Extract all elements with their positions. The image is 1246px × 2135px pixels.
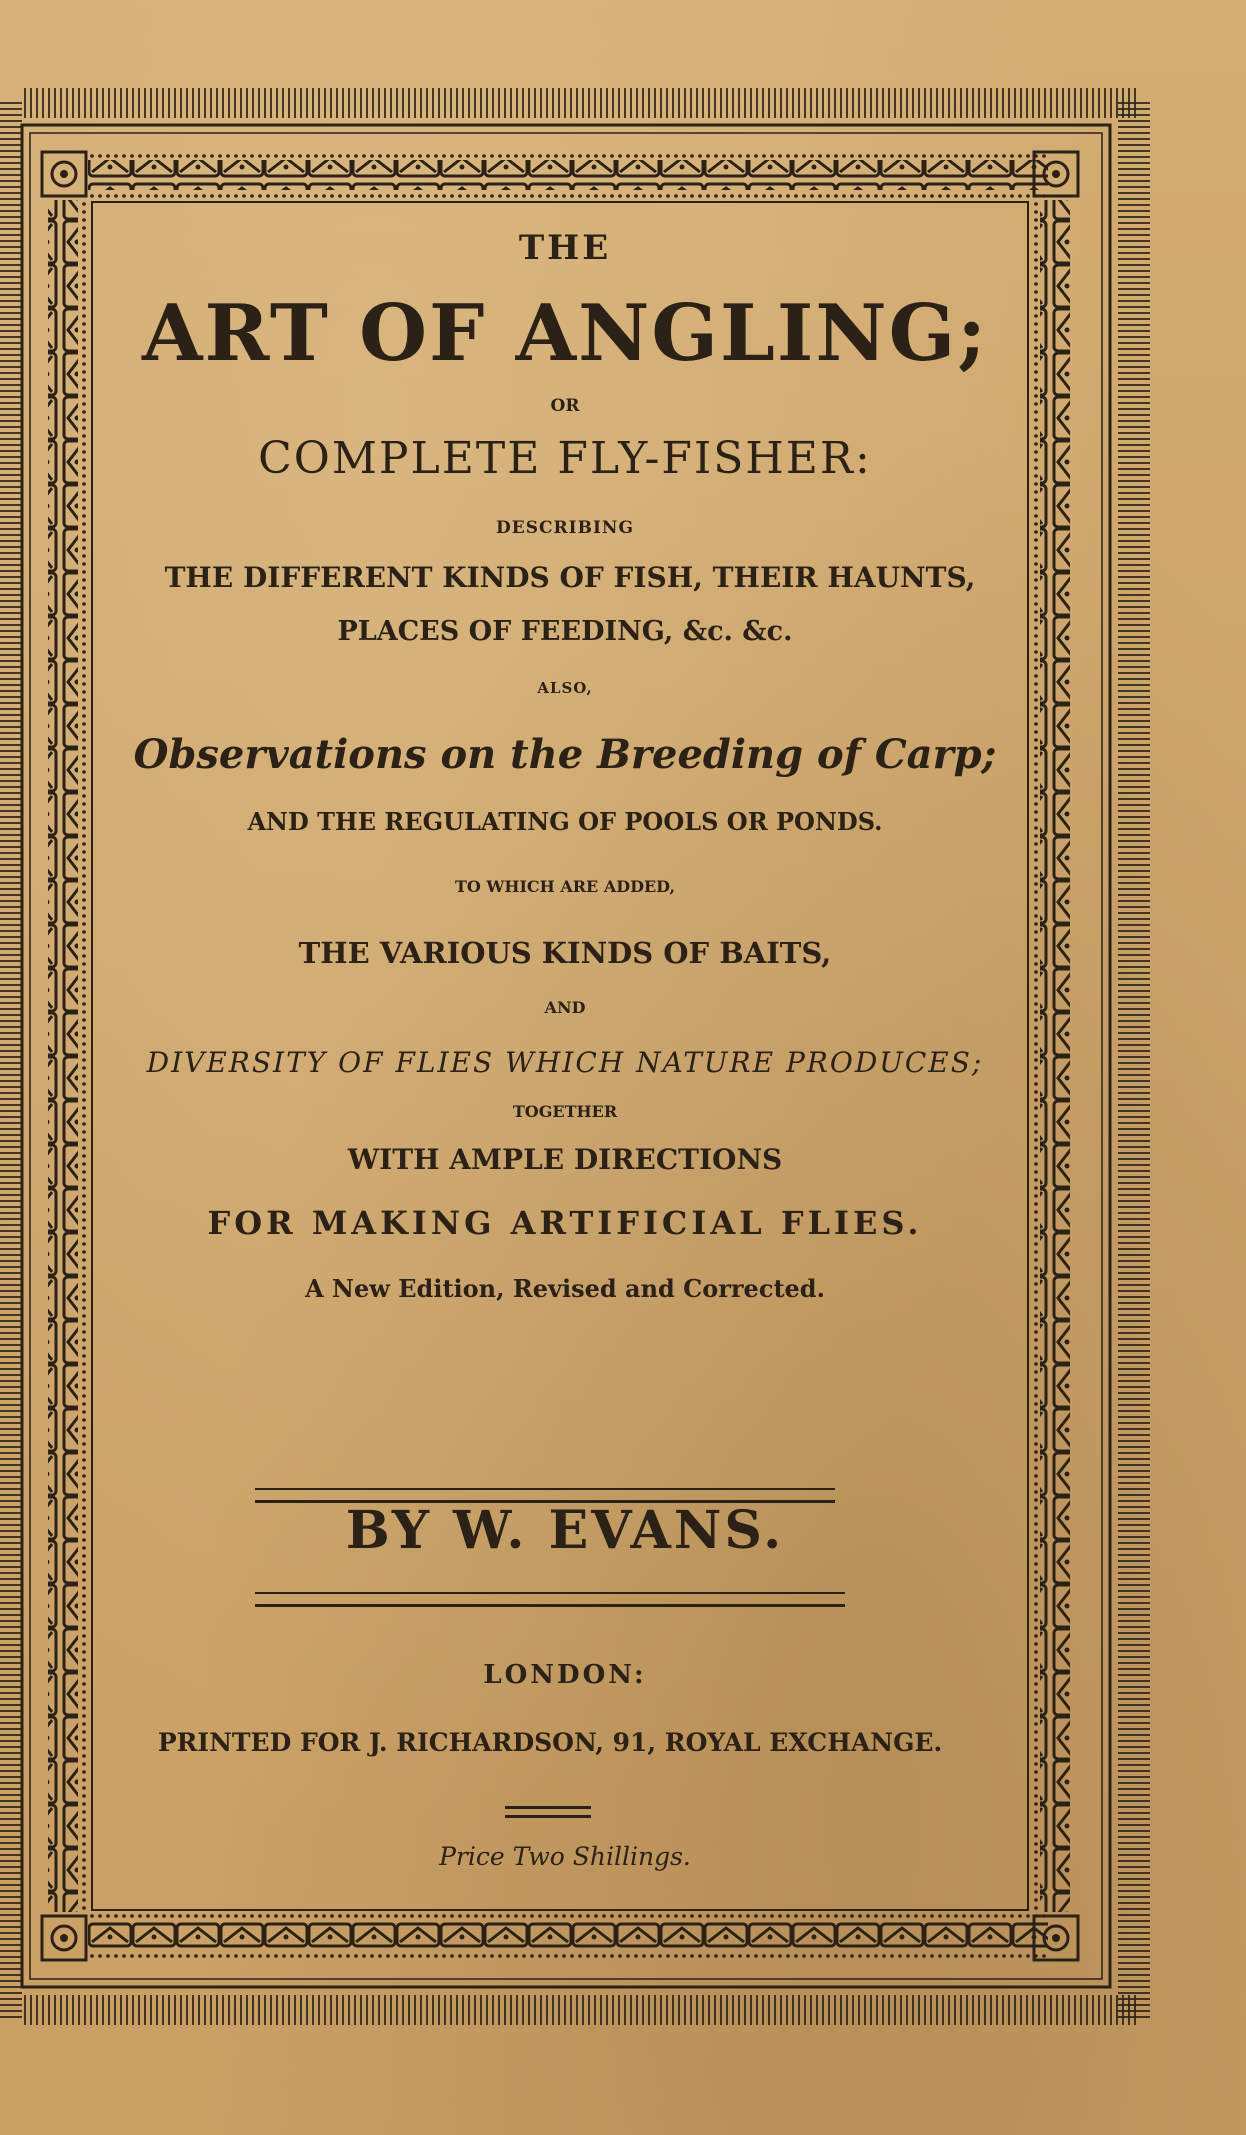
describing-label: DESCRIBING [496,518,634,538]
outer-fringe-top [20,88,1140,118]
and-label: AND [544,998,586,1017]
diversity-line: DIVERSITY OF FLIES WHICH NATURE PRODUCES; [146,1046,984,1079]
places-line: PLACES OF FEEDING, &c. &c. [337,616,793,647]
ample-directions-line: WITH AMPLE DIRECTIONS [347,1143,783,1176]
dotted-line-bottom-a [88,1913,1048,1921]
observations-line: Observations on the Breeding of Carp; [133,731,997,778]
also-label: ALSO, [537,679,593,697]
chain-band-top [88,160,1048,190]
making-flies-line: FOR MAKING ARTIFICIAL FLIES. [207,1204,923,1242]
to-which-added-label: TO WHICH ARE ADDED, [454,877,676,896]
dotted-line-top-a [88,151,1048,159]
outer-fringe-left [0,100,22,2020]
title-or: OR [550,396,580,416]
corner-rosette-bottom-left [42,1916,86,1960]
main-title: ART OF ANGLING; [141,288,989,379]
short-double-rule [505,1806,591,1818]
title-the: THE [518,228,612,268]
baits-line: THE VARIOUS KINDS OF BAITS, [298,936,832,970]
subtitle: COMPLETE FLY-FISHER: [258,433,872,484]
price-line: Price Two Shillings. [439,1842,691,1871]
author-line: BY W. EVANS. [345,1500,785,1561]
imprint-city: LONDON: [483,1660,647,1690]
author-rule-bottom [255,1592,845,1607]
outer-fringe-bottom [20,1995,1140,2025]
corner-rosette-top-left [42,152,86,196]
chain-band-bottom [88,1922,1048,1952]
together-label: TOGETHER [512,1102,618,1121]
imprint-printer: PRINTED FOR J. RICHARDSON, 91, ROYAL EXCHANGE. [157,1728,943,1757]
dotted-line-bottom-b [88,1953,1048,1961]
outer-fringe-right [1118,100,1150,2020]
title-text-block [90,225,1040,1321]
edition-line: A New Edition, Revised and Corrected. [305,1274,825,1303]
regulating-line: AND THE REGULATING OF POOLS OR PONDS. [247,807,883,836]
dotted-line-top-b [88,191,1048,199]
different-kinds-line: THE DIFFERENT KINDS OF FISH, THEIR HAUNTS, [164,561,976,594]
